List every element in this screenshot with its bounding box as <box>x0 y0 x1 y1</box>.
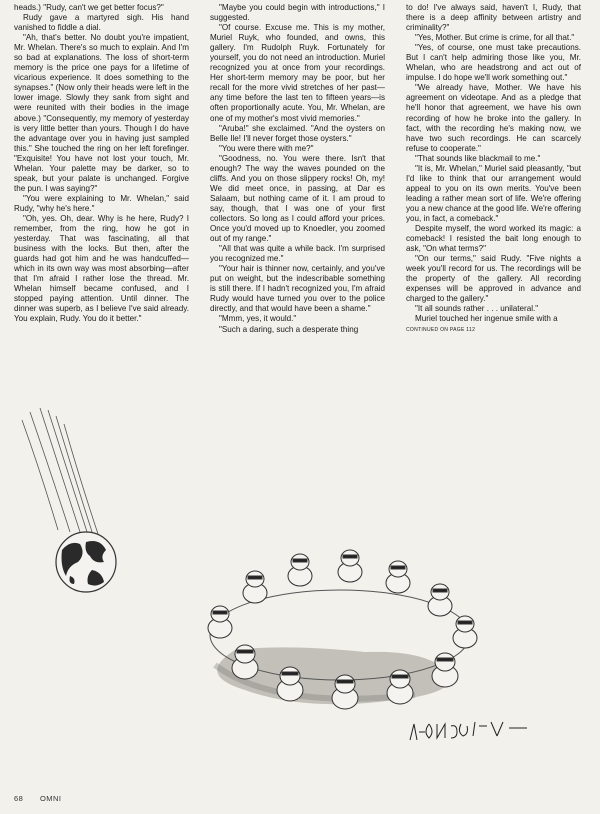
paragraph: "Your hair is thinner now, certainly, and you've put on weight, but the indescribable something is still there. If I hadn't recognized you, I'm afraid Rudy would have turned you over to the police directly, and that would have been a shame." <box>210 264 385 314</box>
paragraph: "It all sounds rather . . . unilateral." <box>415 304 539 314</box>
paragraph: "You were explaining to Mr. Whelan," said Rudy, "why he's here." <box>14 193 189 213</box>
artist-signature <box>410 722 527 740</box>
paragraph: "That sounds like blackmail to me." <box>415 153 541 163</box>
text-column-2 <box>210 3 385 335</box>
paragraph: Muriel touched her ingenue smile with a <box>415 314 558 324</box>
globe <box>56 532 116 592</box>
paragraph: "Such a daring, such a desperate thing <box>219 324 359 334</box>
page-footer <box>14 794 76 803</box>
paragraph: "Yes, of course, one must take precautions. But I can't help admiring those like you, Mr. Whelan, who are headstrong and act out of impulse. I do hope we'll work something out." <box>406 43 581 83</box>
paragraph: "Mmm, yes, it would." <box>219 314 297 324</box>
paragraph: "On our terms," said Rudy. "Five nights a week you'll record for us. The recordings will be the property of the gallery. All recording expenses will be approved in advance and charged to the gallery." <box>406 254 581 304</box>
continued-note: CONTINUED ON PAGE 112 <box>406 326 476 333</box>
paragraph: "Maybe you could begin with introductions," I suggested. <box>210 3 385 23</box>
paragraph: Despite myself, the word worked its magic: a comeback! I resisted the bait long enough to ask, "On what terms?" <box>406 224 581 254</box>
paragraph: "Oh, yes. Oh, dear. Why is he here, Rudy? I remember, from the ring, how he got in yesterday. That was fascinating, all that business with the locks. But then, after the guards had got him and he was handcuffed—which in its own way was most absorbing—after that I'm afraid I rather lose the thread. Mr. Whelan himself became confused, and I stopped paying attention. Until dinner. The dinner was superb, as I believe I've said already. You explain, Rudy. You do it better." <box>14 213 189 324</box>
text-column-1 <box>14 3 189 325</box>
page-number: 68 <box>14 794 24 803</box>
paragraph: "You were there with me?" <box>219 143 314 153</box>
paragraph: "We already have, Mother. We have his agreement on videotape. And as a pledge that he'll honor that agreement, we have his own recording of how he broke into the gallery. In fact, with the recording he's making now, we have two such recordings. He can scarcely refuse to cooperate." <box>406 83 581 153</box>
text-column-3 <box>406 3 581 335</box>
paragraph: to do! I've always said, haven't I, Rudy, that there is a deep affinity between artistry and criminality?" <box>406 3 581 33</box>
paragraph: Rudy gave a martyred sigh. His hand vanished to fiddle a dial. <box>14 13 189 33</box>
illustration <box>0 380 600 780</box>
paragraph: "Yes, Mother. But crime is crime, for all that." <box>415 33 575 43</box>
motion-lines <box>22 408 100 540</box>
magazine-name: OMNI <box>39 794 62 803</box>
paragraph: "It is, Mr. Whelan," Muriel said pleasantly, "but I'd like to think that our arrangement would appeal to you on its own merits. You've been leading a rather mean sort of life. We're offering you a new chance at the good life. We're offering you, in fact, a comeback." <box>406 163 581 223</box>
paragraph: "Of course. Excuse me. This is my mother, Muriel Ruyk, who founded, and owns, this gallery. I'm Rudolph Ruyk. Fortunately for yourself, you do not need an introduction. Muriel recognized you at once from your recordings. Her short-term memory may be poor, but her recall for the more vivid stretches of her past—any time before the last ten to fifteen years—is often proportionally acute. You, Mr. Whelan, are one of my mother's most vivid memories." <box>210 23 385 123</box>
paragraph: "Ah, that's better. No doubt you're impatient, Mr. Whelan. There's so much to explain. And I'm so bad at explanations. The loss of short-term memory is the price one pays for a lifetime of vicarious experience. It does something to the synapses." (Now only their heads were left in the lower image. Slowly they sank from sight and were reunited with their bodies in the image above.) "Consequently, my memory of yesterday is very little better than yours. Though I do have the advantage over you in having just sampled this." She touched the ring on her left forefinger. "Exquisite! You have not lost your touch, Mr. Whelan. Your palette may be darker, so to speak, but your palate is unchanged. Forgive the pun. I was saying?" <box>14 33 189 193</box>
paragraph: "All that was quite a while back. I'm surprised you recognized me." <box>210 244 385 264</box>
paragraph: "Goodness, no. You were there. Isn't that enough? The way the waves pounded on the cliffs. And you on those slippery rocks! Oh, my! We did meet once, in passing, at Dar es Salaam, but nothing came of it. I am proud to say, though, that I was one of your first collectors. So long as I could afford your prices. Once you'd moved up to Knoedler, you zoomed out of my range." <box>210 153 385 244</box>
paragraph: "Aruba!" she exclaimed. "And the oysters on Belle Ile! I'll never forget those oysters." <box>210 123 385 143</box>
paragraph: heads.) "Rudy, can't we get better focus?" <box>14 3 164 12</box>
